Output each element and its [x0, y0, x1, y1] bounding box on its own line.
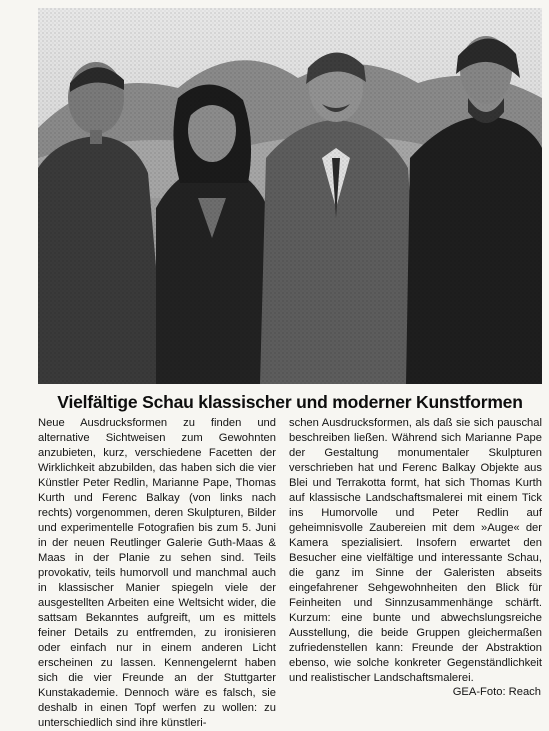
article-body-left: Neue Ausdrucksformen zu finden und alternative Sichtweisen zum Gewohnten anzubieten, kurz, verschiedene Facetten der Wirklichkeit abzubilden, das haben sich die vier Künstler Peter Redlin, Marianne Pape, Thomas Kurth und Ferenc Balkay (von links nach rechts) vorgenommen, deren Skulpturen, Bilder und experimentelle Fotografien bis zum 5. Juni in der neuen Reutlinger Galerie Guth-Maas & Maas in der Planie zu sehen sind. Teils provokativ, teils humorvoll und manchmal auch in klassischer Manier spiegeln viele der ausgestellten Arbeiten eine Weltsicht wider, die sattsam Bekanntes aufgreift, um es mittels feiner Details zu entfremden, zu ironisieren oder einfach nur in einem anderen Licht erscheinen zu lassen. Kennengelernt haben sich die vier Freunde an der Stuttgarter Kunstakademie. Dennoch wäre es falsch, sie deshalb in einen Topf werfen zu wollen: zu unterschiedlich sind ihre künstleri- — [38, 417, 276, 729]
article-body-right: schen Ausdrucksformen, als daß sie sich pauschal beschreiben ließen. Während sich Marianne Pape der Gestaltung monumentaler Skulpturen verschrieben hat und Ferenc Balkay Objekte aus Blei und Terrakotta formt, hat sich Thomas Kurth auf klassische Landschaftsmalerei mit einem Tick ins Humorvolle und Peter Redlin auf geheimnisvolle Zaubereien mit dem »Auge« der Kamera spezialisiert. Insofern erwartet den Besucher eine vielfältige und interessante Schau, die ganz im Sinne der Galeristen abseits eingefahrener Sehgewohnheiten den Blick für Feinheiten und Sinnzusammenhänge schärft. Kurzum: eine bunte und abwechslungsreiche Ausstellung, die beide Gruppen gleichermaßen zufriedenstellen kann: Freunde der Abstraktion ebenso, wie solche konkreter Gegenständlichkeit und realistischer Landschaftsmalerei. — [289, 417, 542, 684]
article-headline: Vielfältige Schau klassischer und moderner Kunstformen — [57, 392, 523, 412]
photo-credit: GEA-Foto: Reach — [452, 686, 541, 698]
article-column-right — [289, 416, 542, 686]
group-photo — [38, 8, 542, 384]
article-column-left — [38, 416, 276, 731]
